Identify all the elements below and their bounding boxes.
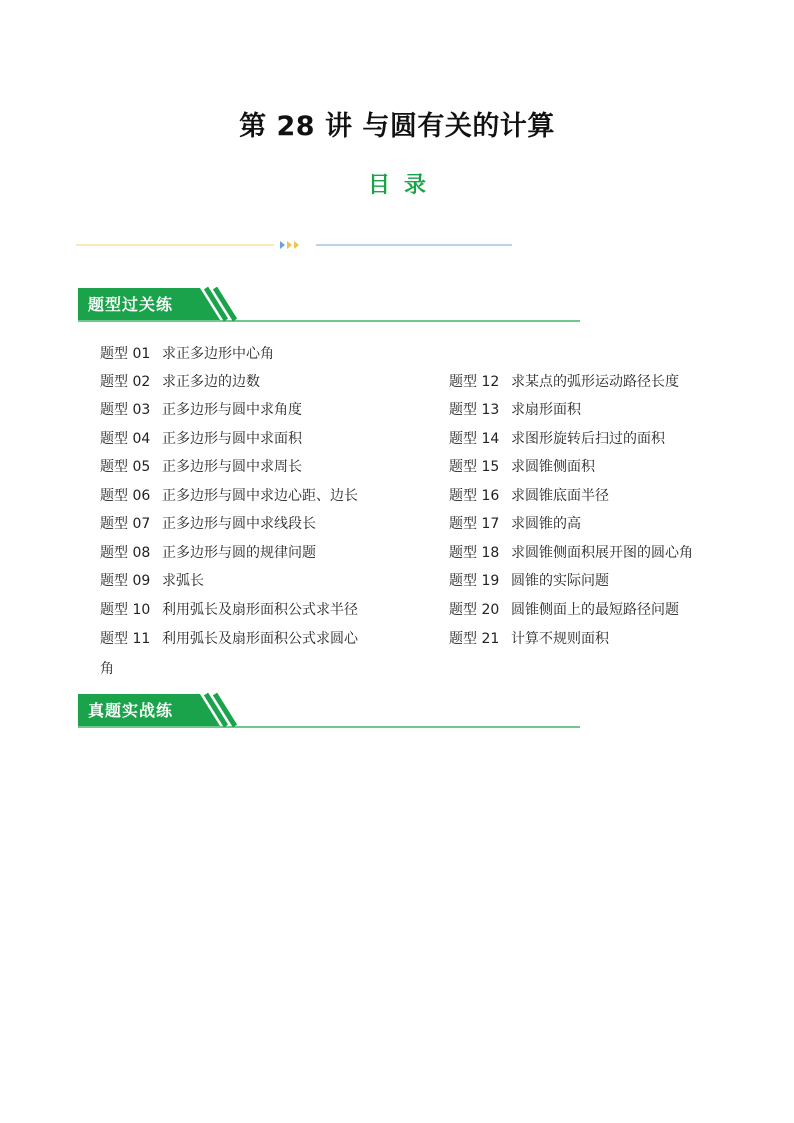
- section-header-practice: [76, 286, 582, 324]
- toc-item-number: 题型 05: [100, 459, 151, 475]
- toc-item-number: 题型 20: [449, 602, 500, 618]
- toc-item-text: 求正多边的边数: [162, 374, 260, 390]
- page-title: 第 28 讲 与圆有关的计算: [239, 111, 555, 142]
- toc-item-08[interactable]: [100, 543, 316, 563]
- toc-item-text: 计算不规则面积: [511, 631, 609, 647]
- toc-item-19[interactable]: [449, 571, 609, 591]
- toc-item-18[interactable]: [449, 543, 693, 563]
- toc-item-text: 求圆锥的高: [511, 516, 581, 532]
- toc-item-text: 正多边形与圆中求角度: [162, 402, 302, 418]
- arrow-icon: [280, 241, 285, 249]
- toc-item-number: 题型 03: [100, 402, 151, 418]
- decorative-divider: [76, 238, 516, 252]
- toc-item-number: 题型 13: [449, 402, 500, 418]
- section-header-real: [76, 692, 582, 730]
- toc-item-text: 圆锥的实际问题: [511, 573, 609, 589]
- toc-item-number: 题型 04: [100, 431, 151, 447]
- toc-item-text: 求正多边形中心角: [162, 346, 274, 362]
- toc-item-number: 题型 18: [449, 545, 500, 561]
- toc-item-11-wrap[interactable]: 角: [100, 661, 114, 677]
- toc-item-17[interactable]: [449, 514, 581, 534]
- toc-item-text: 正多边形与圆中求线段长: [162, 516, 316, 532]
- toc-item-01[interactable]: [100, 344, 274, 364]
- arrow-icon: [287, 241, 292, 249]
- toc-item-07[interactable]: [100, 514, 316, 534]
- toc-item-06[interactable]: [100, 486, 358, 506]
- toc-item-09[interactable]: [100, 571, 204, 591]
- toc-item-text: 求扇形面积: [511, 402, 581, 418]
- toc-item-number: 题型 19: [449, 573, 500, 589]
- toc-item-number: 题型 12: [449, 374, 500, 390]
- toc-item-text: 正多边形与圆的规律问题: [162, 545, 316, 561]
- toc-item-text: 求圆锥侧面积展开图的圆心角: [511, 545, 693, 561]
- toc-item-number: 题型 21: [449, 631, 500, 647]
- section-label: 真题实战练: [88, 701, 174, 720]
- toc-item-number: 题型 10: [100, 602, 151, 618]
- toc-item-13[interactable]: [449, 400, 581, 420]
- toc-item-14[interactable]: [449, 429, 665, 449]
- toc-item-text: 求某点的弧形运动路径长度: [511, 374, 679, 390]
- toc-item-number: 题型 17: [449, 516, 500, 532]
- toc-item-number: 题型 15: [449, 459, 500, 475]
- toc-item-04[interactable]: [100, 429, 302, 449]
- toc-item-text: 利用弧长及扇形面积公式求半径: [162, 602, 358, 618]
- toc-item-number: 题型 14: [449, 431, 500, 447]
- toc-item-text: 求图形旋转后扫过的面积: [511, 431, 665, 447]
- toc-item-text: 求弧长: [162, 573, 204, 589]
- toc-item-text: 正多边形与圆中求边心距、边长: [162, 488, 358, 504]
- toc-item-number: 题型 16: [449, 488, 500, 504]
- toc-item-15[interactable]: [449, 457, 595, 477]
- toc-item-number: 题型 01: [100, 346, 151, 362]
- toc-item-11[interactable]: [100, 629, 358, 649]
- toc-item-number: 题型 06: [100, 488, 151, 504]
- toc-subtitle: 目录: [367, 173, 440, 198]
- toc-item-05[interactable]: [100, 457, 302, 477]
- toc-item-number: 题型 02: [100, 374, 151, 390]
- toc-item-text: 求圆锥底面半径: [511, 488, 609, 504]
- toc-item-number: 题型 09: [100, 573, 151, 589]
- toc-item-text: 正多边形与圆中求面积: [162, 431, 302, 447]
- toc-item-number: 题型 07: [100, 516, 151, 532]
- toc-item-text: 圆锥侧面上的最短路径问题: [511, 602, 679, 618]
- toc-item-21[interactable]: [449, 629, 609, 649]
- toc-item-12[interactable]: [449, 372, 679, 392]
- toc-item-text: 利用弧长及扇形面积公式求圆心: [162, 631, 358, 647]
- toc-item-text: 正多边形与圆中求周长: [162, 459, 302, 475]
- toc-item-number: 题型 08: [100, 545, 151, 561]
- toc-item-10[interactable]: [100, 600, 358, 620]
- toc-item-text: 求圆锥侧面积: [511, 459, 595, 475]
- toc-item-02[interactable]: [100, 372, 260, 392]
- section-label: 题型过关练: [88, 295, 174, 314]
- toc-item-20[interactable]: [449, 600, 679, 620]
- arrow-icon: [294, 241, 299, 249]
- toc-item-number: 题型 11: [100, 631, 151, 647]
- toc-item-03[interactable]: [100, 400, 302, 420]
- toc-item-16[interactable]: [449, 486, 609, 506]
